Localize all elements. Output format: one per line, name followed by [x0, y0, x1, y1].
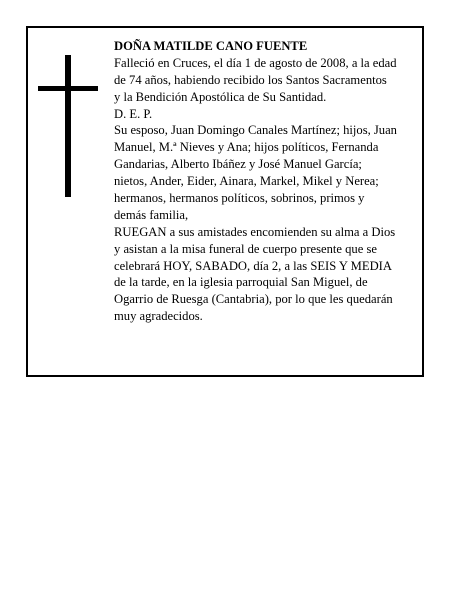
- notice-line: Gandarias, Alberto Ibáñez y José Manuel García;: [114, 157, 362, 172]
- notice-line: RUEGAN a sus amistades encomienden su alma a Dios: [114, 224, 396, 239]
- cross-vertical-bar: [65, 55, 71, 197]
- cross-horizontal-bar: [38, 86, 98, 91]
- notice-line: Ogarrio de Ruesga (Cantabria), por lo que les quedarán: [114, 292, 393, 307]
- obituary-notice: [26, 26, 424, 377]
- notice-line: Su esposo, Juan Domingo Canales Martínez; hijos, Juan: [114, 123, 397, 138]
- notice-line: de 74 años, habiendo recibido los Santos Sacramentos: [114, 72, 387, 87]
- notice-line: nietos, Ander, Eider, Ainara, Markel, Mikel y Nerea;: [114, 174, 379, 189]
- notice-line: demás familia,: [114, 207, 189, 222]
- notice-line: de la tarde, en la iglesia parroquial San Miguel, de: [114, 275, 368, 290]
- notice-line: Falleció en Cruces, el día 1 de agosto de 2008, a la edad: [114, 55, 397, 70]
- cross-icon: [38, 55, 98, 197]
- notice-line: muy agradecidos.: [114, 309, 203, 324]
- obituary-text: [114, 38, 426, 325]
- notice-line: D. E. P.: [114, 106, 153, 121]
- notice-line: y asistan a la misa funeral de cuerpo presente que se: [114, 241, 377, 256]
- deceased-name: DOÑA MATILDE CANO FUENTE: [114, 39, 308, 53]
- notice-line: y la Bendición Apostólica de Su Santidad.: [114, 89, 327, 104]
- notice-line: celebrará HOY, SABADO, día 2, a las SEIS Y MEDIA: [114, 258, 392, 273]
- notice-line: Manuel, M.ª Nieves y Ana; hijos políticos, Fernanda: [114, 140, 379, 155]
- notice-line: hermanos, hermanos políticos, sobrinos, primos y: [114, 191, 365, 206]
